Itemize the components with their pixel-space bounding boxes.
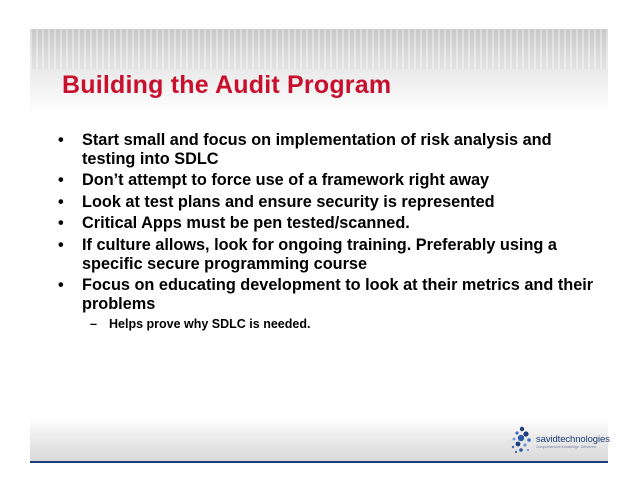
bullet-item	[58, 131, 598, 168]
bullet-item	[58, 171, 598, 190]
bullet-list	[58, 131, 598, 332]
slide-content	[58, 131, 598, 335]
company-logo	[508, 425, 610, 455]
sub-bullet-list	[82, 316, 598, 332]
bullet-icon: •	[58, 192, 64, 211]
slide-frame	[30, 29, 608, 463]
bullet-text: Focus on educating development to look at their metrics and their problems	[82, 276, 594, 313]
slide-title: Building the Audit Program	[62, 71, 392, 99]
bullet-item	[58, 236, 598, 273]
bullet-icon: •	[58, 235, 64, 254]
bullet-icon: •	[58, 214, 64, 233]
bullet-text: If culture allows, look for ongoing training. Preferably using a specific secure programming course	[82, 235, 557, 273]
sub-bullet-item	[90, 316, 598, 332]
bullet-icon: •	[58, 171, 64, 190]
bullet-icon: •	[58, 276, 64, 295]
footer-rule	[30, 461, 608, 463]
logo-wordmark: savidtechnologies	[536, 434, 610, 445]
molecule-dots-icon	[508, 425, 536, 455]
bullet-item	[58, 276, 598, 332]
bullet-text: Start small and focus on implementation of risk analysis and testing into SDLC	[82, 131, 552, 168]
sub-bullet-text: Helps prove why SDLC is needed.	[109, 317, 311, 332]
bullet-item	[58, 214, 598, 233]
bullet-item	[58, 193, 598, 212]
bullet-text: Look at test plans and ensure security is represented	[82, 192, 495, 211]
bullet-text: Don’t attempt to force use of a framework right away	[82, 171, 490, 190]
bullet-icon: •	[58, 131, 64, 149]
bullet-text: Critical Apps must be pen tested/scanned.	[82, 214, 410, 233]
dash-bullet-icon: –	[90, 317, 97, 332]
logo-tagline: Comprehensive Knowledge. Delivered.	[536, 445, 597, 449]
